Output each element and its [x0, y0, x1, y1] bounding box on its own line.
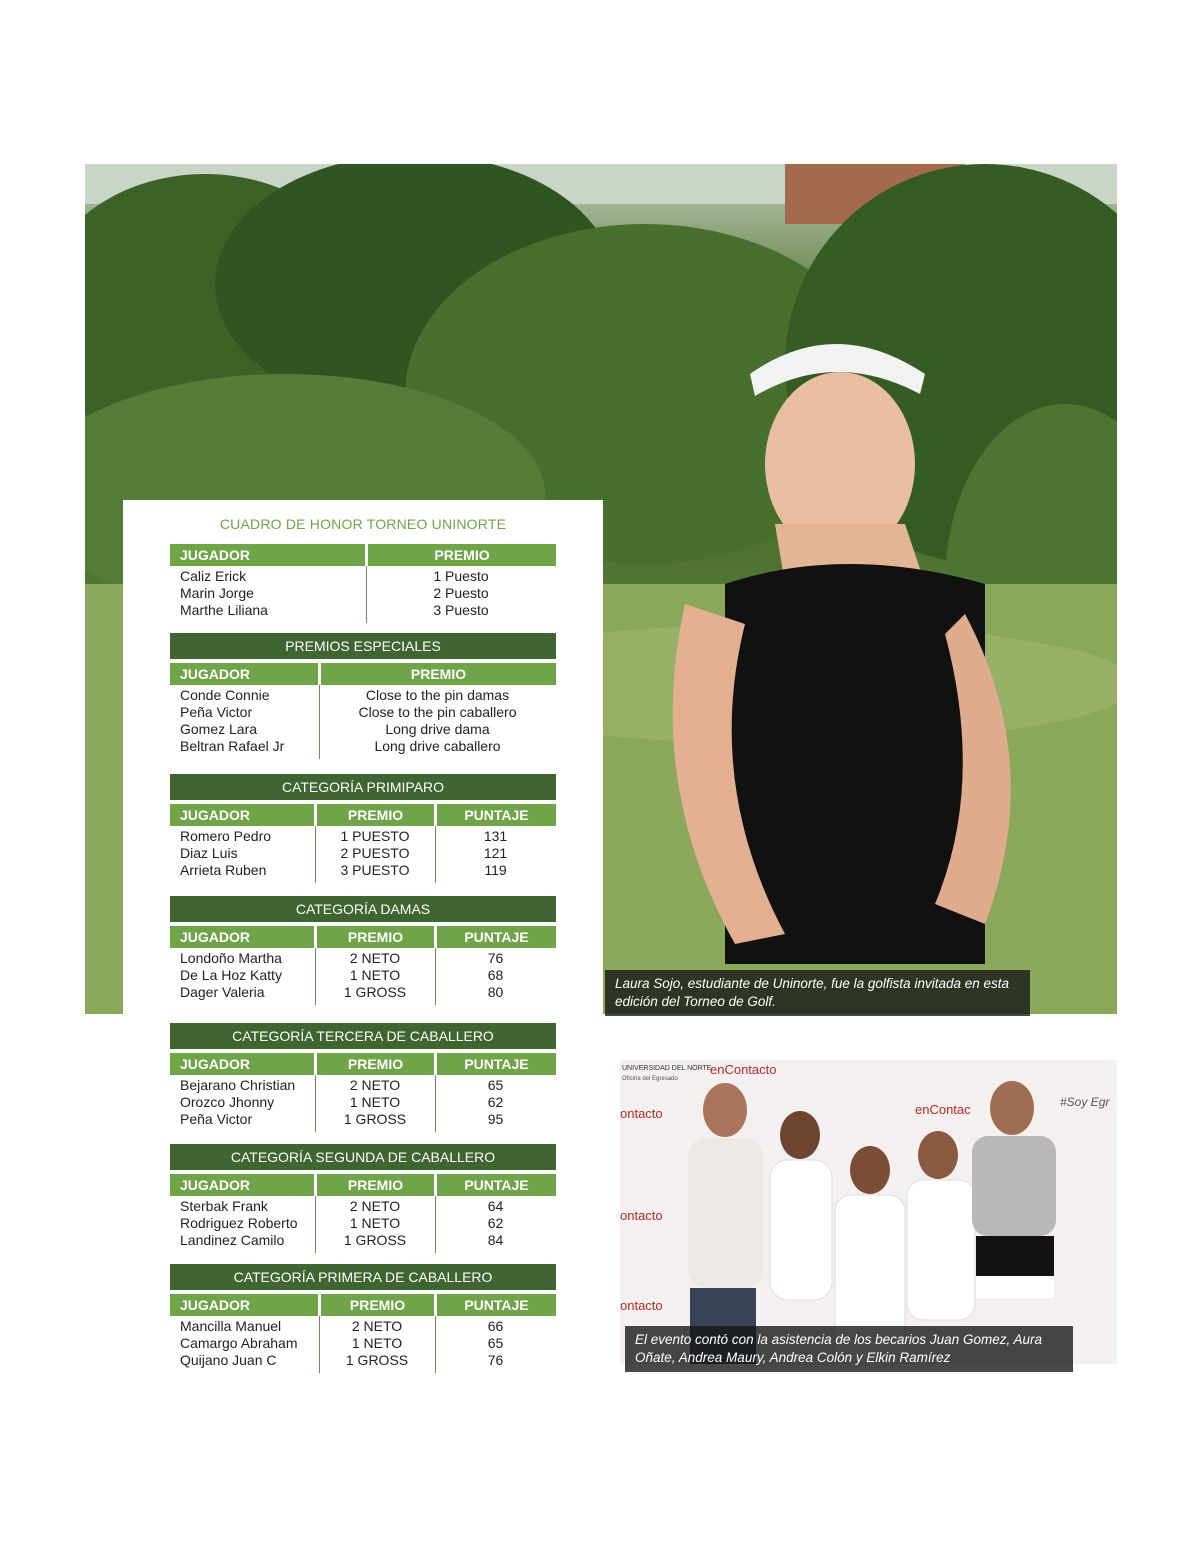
col-header-jugador: JUGADOR — [170, 1294, 318, 1316]
table-row — [170, 1111, 556, 1128]
category-tercera-section — [170, 1023, 556, 1128]
score: 76 — [487, 1352, 504, 1368]
section-heading: CATEGORÍA PRIMERA DE CABALLERO — [170, 1264, 556, 1290]
column-divider — [315, 1196, 316, 1253]
svg-text:ontacto: ontacto — [620, 1106, 663, 1121]
table-row — [170, 1215, 556, 1232]
player-name: Sterbak Frank — [180, 1198, 268, 1214]
table-row — [170, 967, 556, 984]
player-name: Bejarano Christian — [180, 1077, 296, 1093]
player-name: Quijano Juan C — [180, 1352, 277, 1368]
player-name: De La Hoz Katty — [180, 967, 282, 983]
col-header-jugador: JUGADOR — [170, 1174, 314, 1196]
table-row — [170, 585, 556, 602]
prize: 1 NETO — [351, 1335, 403, 1351]
prize: 2 PUESTO — [340, 845, 410, 861]
player-name: Landinez Camilo — [180, 1232, 285, 1248]
player-name: Gomez Lara — [180, 721, 258, 737]
table-row — [170, 738, 556, 755]
group-photo — [620, 1060, 1117, 1364]
hero-photo-caption: Laura Sojo, estudiante de Uninorte, fue la golfista invitada en esta edición del Torneo de Golf. — [605, 970, 1030, 1016]
col-header-premio: PREMIO — [317, 804, 434, 826]
section-heading: CATEGORÍA SEGUNDA DE CABALLERO — [170, 1144, 556, 1170]
prize: 3 Puesto — [433, 602, 489, 618]
col-header-premio: PREMIO — [321, 663, 556, 685]
col-header-premio: PREMIO — [317, 926, 434, 948]
svg-text:#Soy Egr: #Soy Egr — [1060, 1095, 1110, 1109]
player-name: Orozco Jhonny — [180, 1094, 275, 1110]
score: 62 — [487, 1215, 504, 1231]
prize: 1 Puesto — [433, 568, 489, 584]
col-header-jugador: JUGADOR — [170, 926, 314, 948]
player-name: Diaz Luis — [180, 845, 238, 861]
player-name: Romero Pedro — [180, 828, 272, 844]
group-photo-caption: El evento contó con la asistencia de los becarios Juan Gomez, Aura Oñate, Andrea Maury, Andrea Colón y Elkin Ramírez — [625, 1326, 1073, 1372]
col-header-puntaje: PUNTAJE — [437, 1174, 556, 1196]
prize: 2 Puesto — [433, 585, 489, 601]
score: 62 — [487, 1094, 504, 1110]
table-row — [170, 721, 556, 738]
table-row — [170, 1232, 556, 1249]
score: 119 — [484, 862, 507, 878]
score: 65 — [487, 1077, 504, 1093]
svg-text:Oficina del Egresado: Oficina del Egresado — [622, 1076, 678, 1082]
column-divider — [366, 566, 367, 623]
prize: 1 NETO — [349, 967, 401, 983]
player-name: Londoño Martha — [180, 950, 282, 966]
prize: Long drive caballero — [374, 738, 501, 754]
score: 121 — [483, 845, 508, 861]
player-name: Beltran Rafael Jr — [180, 738, 285, 754]
col-header-jugador: JUGADOR — [170, 1053, 314, 1075]
svg-text:ontacto: ontacto — [620, 1208, 663, 1223]
table-row — [170, 950, 556, 967]
player-name: Peña Victor — [180, 704, 253, 720]
table-row — [170, 1352, 556, 1369]
player-name: Marthe Liliana — [180, 602, 268, 618]
section-heading: CATEGORÍA TERCERA DE CABALLERO — [170, 1023, 556, 1049]
prize: 2 NETO — [349, 1198, 401, 1214]
column-divider — [319, 685, 320, 759]
col-header-premio: PREMIO — [321, 1294, 434, 1316]
prize: 1 GROSS — [343, 1232, 407, 1248]
section-heading: CATEGORÍA PRIMIPARO — [170, 774, 556, 800]
table-row — [170, 1335, 556, 1352]
table-row — [170, 984, 556, 1001]
table-row — [170, 687, 556, 704]
main-ranking-section — [170, 544, 556, 619]
prize: 1 NETO — [349, 1094, 401, 1110]
category-damas-section — [170, 896, 556, 1001]
score: 131 — [483, 828, 508, 844]
category-primera-section — [170, 1264, 556, 1369]
table-row — [170, 1077, 556, 1094]
column-divider — [315, 1075, 316, 1132]
player-name: Dager Valeria — [180, 984, 265, 1000]
col-header-jugador: JUGADOR — [170, 663, 318, 685]
column-divider — [435, 826, 436, 883]
category-primiparo-section — [170, 774, 556, 879]
section-heading: CATEGORÍA DAMAS — [170, 896, 556, 922]
score: 65 — [487, 1335, 504, 1351]
prize: 1 GROSS — [343, 1111, 407, 1127]
prize: 2 NETO — [349, 1077, 401, 1093]
svg-text:enContac: enContac — [915, 1102, 971, 1117]
prize: 1 GROSS — [343, 984, 407, 1000]
svg-text:enContacto: enContacto — [710, 1062, 777, 1077]
table-row — [170, 1198, 556, 1215]
prize: 3 PUESTO — [340, 862, 410, 878]
svg-text:ontacto: ontacto — [620, 1298, 663, 1313]
column-divider — [435, 1316, 436, 1373]
prize: 1 NETO — [349, 1215, 401, 1231]
table-row — [170, 602, 556, 619]
table-row — [170, 704, 556, 721]
prize: 2 NETO — [349, 950, 401, 966]
column-divider — [315, 826, 316, 883]
score: 66 — [487, 1318, 504, 1334]
group-photo-scene — [620, 1060, 1117, 1364]
player-name: Peña Victor — [180, 1111, 253, 1127]
column-divider — [435, 1075, 436, 1132]
col-header-premio: PREMIO — [317, 1174, 434, 1196]
prize: 1 GROSS — [345, 1352, 409, 1368]
prize: Close to the pin damas — [365, 687, 510, 703]
table-row — [170, 1094, 556, 1111]
special-prizes-section — [170, 633, 556, 755]
score: 84 — [487, 1232, 504, 1248]
score: 76 — [487, 950, 504, 966]
score: 95 — [487, 1111, 504, 1127]
player-name: Mancilla Manuel — [180, 1318, 282, 1334]
honor-board-title: CUADRO DE HONOR TORNEO UNINORTE — [219, 516, 507, 532]
col-header-puntaje: PUNTAJE — [437, 1053, 556, 1075]
table-row — [170, 1318, 556, 1335]
score: 64 — [487, 1198, 504, 1214]
player-name: Caliz Erick — [180, 568, 247, 584]
column-divider — [319, 1316, 320, 1373]
column-divider — [435, 948, 436, 1005]
table-row — [170, 828, 556, 845]
table-row — [170, 568, 556, 585]
prize: 1 PUESTO — [340, 828, 410, 844]
col-header-jugador: JUGADOR — [170, 804, 314, 826]
table-row — [170, 862, 556, 879]
score: 68 — [487, 967, 504, 983]
prize: 2 NETO — [351, 1318, 403, 1334]
col-header-jugador: JUGADOR — [170, 544, 365, 566]
category-segunda-section — [170, 1144, 556, 1249]
col-header-puntaje: PUNTAJE — [437, 926, 556, 948]
player-name: Rodriguez Roberto — [180, 1215, 298, 1231]
column-divider — [435, 1196, 436, 1253]
col-header-premio: PREMIO — [317, 1053, 434, 1075]
col-header-puntaje: PUNTAJE — [437, 804, 556, 826]
col-header-puntaje: PUNTAJE — [437, 1294, 556, 1316]
player-name: Arrieta Ruben — [180, 862, 267, 878]
table-row — [170, 845, 556, 862]
score: 80 — [487, 984, 504, 1000]
section-heading: PREMIOS ESPECIALES — [170, 633, 556, 659]
player-name: Conde Connie — [180, 687, 270, 703]
player-name: Camargo Abraham — [180, 1335, 298, 1351]
prize: Long drive dama — [385, 721, 490, 737]
prize: Close to the pin caballero — [358, 704, 517, 720]
player-name: Marin Jorge — [180, 585, 254, 601]
col-header-premio: PREMIO — [368, 544, 556, 566]
column-divider — [315, 948, 316, 1005]
svg-text:UNIVERSIDAD DEL NORTE: UNIVERSIDAD DEL NORTE — [622, 1065, 712, 1072]
